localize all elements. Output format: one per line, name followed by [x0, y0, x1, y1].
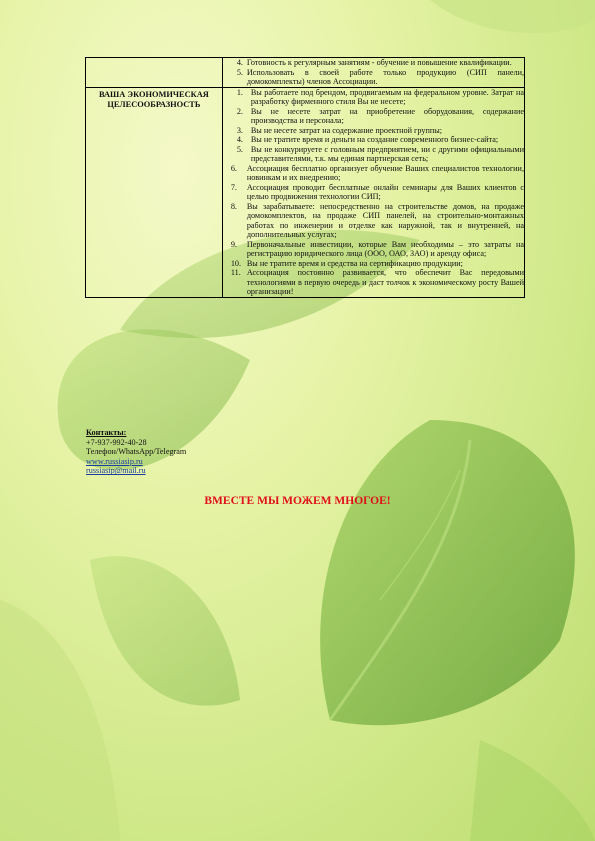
benefits-list: [223, 88, 524, 297]
slogan: ВМЕСТЕ МЫ МОЖЕМ МНОГОЕ!: [204, 495, 391, 507]
requirements-cell: [222, 58, 524, 88]
list-item: 4. Вы не тратите время и деньги на создание современного бизнес-сайта;: [236, 135, 499, 144]
phone-number: +7-937-992-40-28: [86, 437, 147, 447]
contacts-block: [86, 428, 186, 476]
association-benefits-table: [85, 57, 525, 298]
list-item: 8. Вы зарабатываете: непосредственно на строительстве домов, на продаже домокомплектов, на продаже СИП панелей, на строительно-монтажных работах по инженерии и отделке как наружной, так и внутренней, на дополнительных услугах;: [230, 201, 524, 239]
messengers-label: Телефон/WhatsApp/Telegram: [86, 447, 187, 457]
list-item: 7. Ассоциация проводит бесплатные онлайн семинары для Ваших клиентов с целью продвижения технологии СИП;: [230, 182, 524, 201]
email-link[interactable]: russiasip@mail.ru: [86, 466, 146, 476]
list-item: 11. Ассоциация постоянно развивается, что обеспечит Вас передовыми технологиями в первую очередь и даст толчок к экономическому росту Вашей организации!: [230, 268, 524, 296]
requirements-list: [223, 58, 524, 87]
list-item: 10. Вы не тратите время и средства на сертификацию продукции;: [230, 258, 463, 268]
list-item: 6. Ассоциация бесплатно организует обучение Ваших специалистов технологии, новинкам и их внедрению;: [230, 163, 524, 182]
table-row: [86, 58, 525, 88]
benefits-cell: [222, 87, 524, 297]
list-item: 1. Вы работаете под брендом, продвигаемым на федеральном уровне. Затрат на разработку фирменного стиля Вы не несете;: [236, 87, 524, 106]
website-link[interactable]: www.russiasip.ru: [86, 456, 143, 466]
list-item-text: Готовность к регулярным занятиям - обучение и повышение квалификации.: [246, 58, 512, 67]
list-item: 5. Использовать в своей работе только продукцию (СИП панели, домокомплекты) членов Ассоциации.: [236, 67, 524, 86]
section-title-cell: [86, 87, 223, 297]
list-item: 3. Вы не несете затрат на содержание проектной группы;: [236, 125, 443, 135]
contacts-label: Контакты:: [86, 428, 127, 437]
list-item: 9. Первоначальные инвестиции, которые Вам необходимы – это затраты на регистрацию юридического лица (ООО, ОАО, ЗАО) и аренду офиса;: [230, 239, 524, 258]
empty-left-cell: [86, 58, 223, 88]
list-item: 4. Готовность к регулярным занятиям - обучение и повышение квалификации.: [236, 58, 512, 67]
list-item: 2. Вы не несете затрат на приобретение оборудования, содержание производства и персонала;: [236, 106, 524, 125]
section-title: ВАША ЭКОНОМИЧЕСКАЯ ЦЕЛЕСООБРАЗНОСТЬ: [98, 89, 209, 109]
list-item-text: Использовать в своей работе только продукцию (СИП панели, домокомплекты) членов Ассоциации.: [246, 67, 524, 86]
list-item: 5. Вы не конкурируете с головным предприятием, ни с другими официальными представителями, т.к. мы единая партнерская сеть;: [236, 144, 524, 163]
table-row: [86, 87, 525, 297]
